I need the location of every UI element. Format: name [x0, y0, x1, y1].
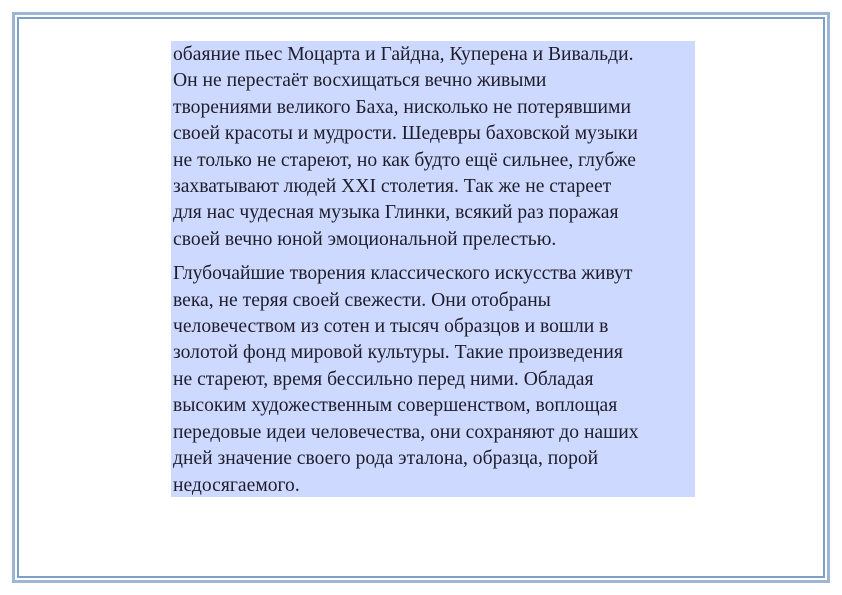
text-line: своей вечно юной эмоциональной прелестью.: [173, 228, 557, 250]
text-line: дней значение своего рода эталона, образца, порой: [173, 448, 599, 470]
text-line: передовые идеи человечества, они сохраняют до наших: [173, 421, 639, 443]
text-line: века, не теряя своей свежести. Они отобраны: [173, 289, 551, 311]
text-line: для нас чудесная музыка Глинки, всякий раз поражая: [173, 202, 619, 224]
text-line: золотой фонд мировой культуры. Такие произведения: [173, 342, 623, 364]
text-line: своей красоты и мудрости. Шедевры баховской музыки: [173, 123, 638, 145]
text-line: высоким художественным совершенством, воплощая: [173, 395, 618, 417]
text-line: захватывают людей XXI столетия. Так же не стареет: [173, 176, 612, 198]
text-line: творениями великого Баха, нисколько не потерявшими: [173, 96, 631, 118]
text-line: Глубочайшие творения классического искусства живут: [173, 263, 633, 285]
text-line: человечеством из сотен и тысяч образцов и вошли в: [173, 316, 609, 338]
text-line: недосягаемого.: [173, 474, 300, 496]
text-line: обаяние пьес Моцарта и Гайдна, Куперена и Вивальди.: [173, 44, 634, 65]
text-box: [171, 41, 695, 497]
text-line: Он не перестаёт восхищаться вечно живыми: [173, 70, 547, 92]
text-line: не только не стареют, но как будто ещё сильнее, глубже: [173, 149, 636, 171]
text-line: не стареют, время бессильно перед ними. Обладая: [173, 368, 594, 390]
paragraph-2: [173, 261, 693, 499]
paragraph-1: [173, 42, 693, 253]
